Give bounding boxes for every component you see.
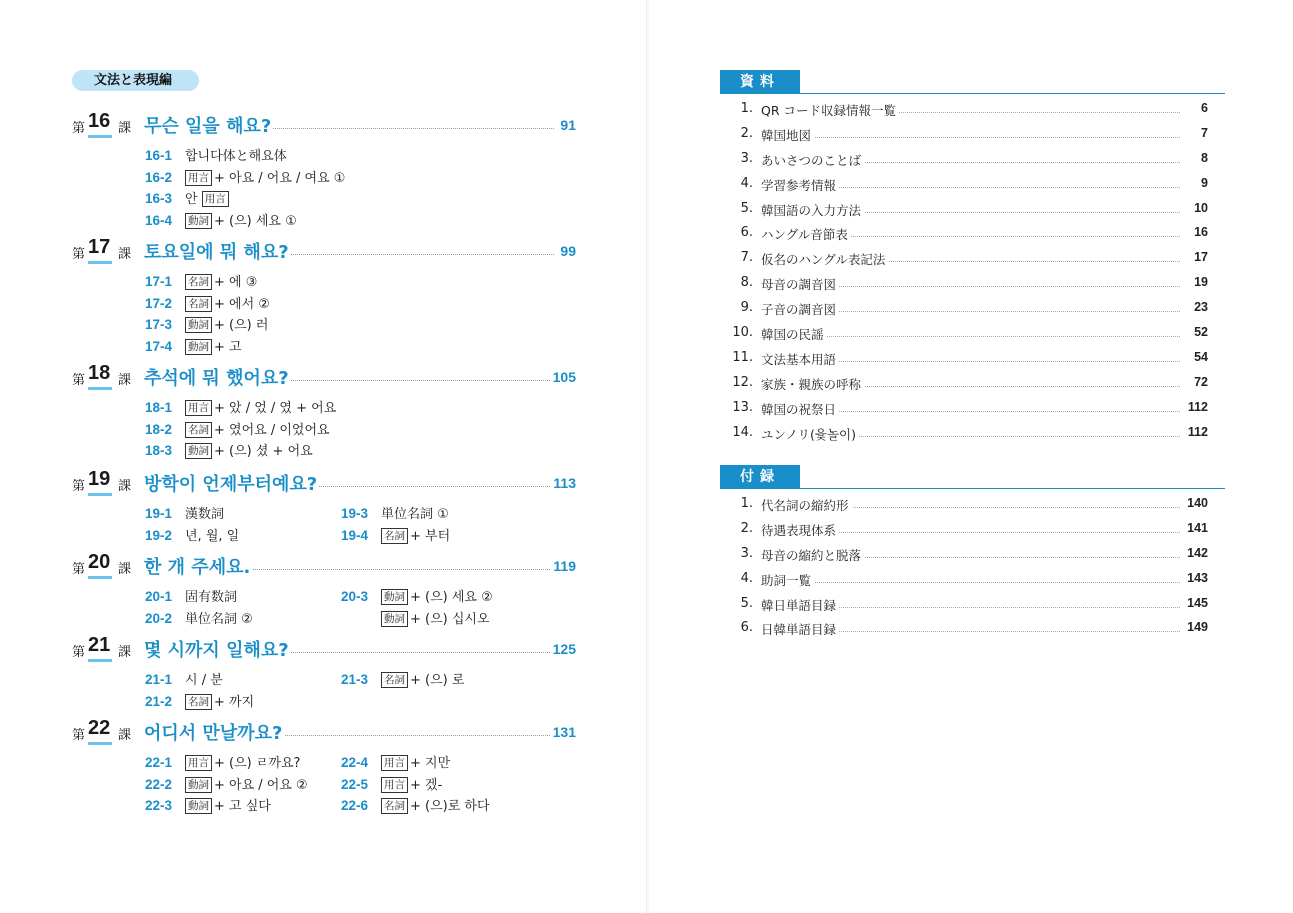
grammar-code: 16-3 bbox=[145, 191, 173, 206]
toc-page-number: 141 bbox=[1184, 521, 1208, 535]
grammar-row bbox=[145, 419, 580, 441]
grammar-text: + 겠- bbox=[410, 777, 443, 793]
grammar-item bbox=[145, 192, 231, 207]
grammar-item bbox=[145, 444, 313, 459]
toc-title[interactable]: 家族・親族の呼称 bbox=[761, 375, 864, 393]
part-of-speech-tag: 動詞 bbox=[185, 777, 212, 793]
toc-row[interactable] bbox=[730, 568, 1208, 593]
grammar-code: 22-4 bbox=[341, 755, 369, 770]
grammar-item bbox=[341, 669, 464, 688]
lesson-number: 16 bbox=[88, 110, 111, 132]
lesson-items bbox=[145, 586, 580, 629]
toc-page-number: 6 bbox=[1198, 101, 1208, 115]
lesson-entry[interactable] bbox=[70, 469, 580, 546]
grammar-text: + 에 ③ bbox=[214, 275, 258, 290]
part-of-speech-tag: 名詞 bbox=[381, 672, 408, 688]
part-of-speech-tag: 用言 bbox=[185, 400, 212, 416]
lesson-page-number: 131 bbox=[550, 724, 576, 740]
lesson-entry[interactable] bbox=[70, 718, 580, 817]
grammar-code: 16-1 bbox=[145, 148, 173, 163]
part-of-speech-tag: 用言 bbox=[381, 777, 408, 793]
grammar-code: 22-1 bbox=[145, 755, 173, 770]
grammar-item bbox=[145, 673, 223, 688]
grammar-row bbox=[145, 525, 580, 547]
toc-page-number: 112 bbox=[1185, 400, 1208, 414]
grammar-item bbox=[145, 529, 239, 544]
toc-number: 6. bbox=[740, 225, 753, 241]
toc-number: 2. bbox=[740, 125, 753, 141]
lesson-number: 21 bbox=[88, 634, 111, 656]
grammar-item bbox=[341, 608, 490, 627]
lesson-entry[interactable] bbox=[70, 552, 580, 629]
grammar-item bbox=[145, 275, 257, 290]
toc-title[interactable]: ハングル音節表 bbox=[761, 225, 851, 243]
toc-row[interactable] bbox=[730, 322, 1208, 347]
grammar-code: 17-1 bbox=[145, 274, 173, 289]
grammar-text: 単位名詞 ① bbox=[381, 507, 449, 522]
grammar-code: 17-4 bbox=[145, 338, 173, 354]
toc-row[interactable] bbox=[730, 148, 1208, 173]
toc-title[interactable]: 母音の縮約と脱落 bbox=[761, 546, 864, 564]
toc-number: 11. bbox=[732, 349, 753, 365]
lesson-items bbox=[145, 145, 580, 231]
toc-number: 3. bbox=[740, 545, 753, 561]
grammar-text: + 부터 bbox=[410, 528, 451, 544]
grammar-item bbox=[145, 171, 345, 186]
part-of-speech-tag: 名詞 bbox=[185, 274, 212, 290]
toc-row[interactable] bbox=[730, 247, 1208, 272]
toc-number: 3. bbox=[740, 150, 753, 166]
toc-row[interactable] bbox=[730, 543, 1208, 568]
grammar-row bbox=[145, 314, 580, 336]
grammar-code: 16-2 bbox=[145, 169, 173, 185]
grammar-item bbox=[145, 778, 308, 793]
lesson-number-underline bbox=[88, 261, 112, 264]
lesson-number: 18 bbox=[88, 362, 111, 384]
grammar-text: + (으)로 하다 bbox=[410, 799, 490, 814]
grammar-text: 固有数詞 bbox=[185, 590, 238, 605]
toc-title[interactable]: 韓日単語目録 bbox=[761, 596, 839, 614]
lesson-ka-label: 課 bbox=[118, 562, 132, 577]
toc-row[interactable] bbox=[730, 493, 1208, 518]
grammar-item bbox=[341, 795, 490, 814]
grammar-code: 18-3 bbox=[145, 443, 173, 458]
lesson-number-underline bbox=[88, 493, 112, 496]
toc-row[interactable] bbox=[730, 372, 1208, 397]
toc-row[interactable] bbox=[730, 593, 1208, 618]
toc-page-number: 145 bbox=[1184, 596, 1208, 610]
part-of-speech-tag: 動詞 bbox=[381, 611, 408, 627]
grammar-code: 18-2 bbox=[145, 421, 173, 437]
lesson-items bbox=[145, 397, 580, 462]
lesson-heading bbox=[70, 237, 580, 267]
part-of-speech-tag: 名詞 bbox=[381, 798, 408, 814]
grammar-text: + 에서 ② bbox=[214, 296, 270, 312]
grammar-row bbox=[145, 586, 580, 608]
grammar-item bbox=[145, 612, 253, 627]
grammar-text: + (으) 세요 ① bbox=[214, 213, 297, 229]
grammar-item bbox=[145, 149, 287, 164]
grammar-row bbox=[145, 752, 580, 774]
lesson-page-number: 119 bbox=[550, 558, 576, 574]
toc-title[interactable]: 学習参考情報 bbox=[761, 176, 839, 194]
grammar-text: + 고 bbox=[214, 339, 242, 355]
grammar-code: 17-3 bbox=[145, 317, 173, 332]
toc-title[interactable]: ユンノリ(윷놀이) bbox=[761, 425, 859, 443]
lesson-heading bbox=[70, 552, 580, 582]
lesson-entry[interactable] bbox=[70, 237, 580, 357]
toc-row[interactable] bbox=[730, 422, 1208, 447]
toc-page-number: 149 bbox=[1184, 620, 1208, 634]
grammar-item bbox=[145, 340, 242, 355]
lesson-entry[interactable] bbox=[70, 363, 580, 462]
lesson-number-underline bbox=[88, 135, 112, 138]
lesson-dai-label: 第 bbox=[72, 373, 86, 388]
part-of-speech-tag: 用言 bbox=[202, 191, 229, 207]
part-of-speech-tag: 動詞 bbox=[185, 443, 212, 459]
lesson-entry[interactable] bbox=[70, 111, 580, 231]
lesson-page-number: 91 bbox=[557, 117, 576, 133]
grammar-code: 17-2 bbox=[145, 295, 173, 311]
shiryo-header-label: 資料 bbox=[720, 70, 800, 94]
grammar-item bbox=[145, 507, 224, 522]
grammar-text: + 아요 / 어요 ② bbox=[214, 777, 308, 793]
grammar-row bbox=[145, 795, 580, 817]
grammar-text: 합니다体と해요体 bbox=[185, 149, 287, 164]
lesson-title[interactable]: 추석에 뭐 했어요? bbox=[144, 364, 291, 390]
lesson-page-number: 125 bbox=[550, 641, 576, 657]
grammar-row bbox=[145, 503, 580, 525]
grammar-item bbox=[145, 756, 300, 771]
grammar-text: + (으) 셨 + 어요 bbox=[214, 444, 313, 459]
toc-page-number: 72 bbox=[1191, 375, 1208, 389]
grammar-code: 22-5 bbox=[341, 776, 369, 792]
grammar-text: 単位名詞 ② bbox=[185, 611, 253, 627]
toc-row[interactable] bbox=[730, 518, 1208, 543]
grammar-row bbox=[145, 669, 580, 691]
grammar-code: 22-3 bbox=[145, 798, 173, 813]
lesson-title[interactable]: 몇 시까지 일해요? bbox=[144, 636, 291, 662]
toc-title[interactable]: 助詞一覧 bbox=[761, 571, 814, 589]
toc-title[interactable]: 仮名のハングル表記法 bbox=[761, 250, 888, 268]
grammar-code: 16-4 bbox=[145, 212, 173, 228]
part-of-speech-tag: 動詞 bbox=[185, 213, 212, 229]
lesson-ka-label: 課 bbox=[118, 645, 132, 660]
grammar-text: + 까지 bbox=[214, 694, 255, 710]
toc-title[interactable]: あいさつのことば bbox=[761, 151, 864, 169]
toc-title[interactable]: QR コード収録情報一覧 bbox=[761, 101, 899, 119]
toc-page-number: 23 bbox=[1191, 300, 1208, 314]
lesson-dai-label: 第 bbox=[72, 645, 86, 660]
grammar-code: 18-1 bbox=[145, 400, 173, 415]
grammar-text: + 였어요 / 이었어요 bbox=[214, 422, 330, 438]
grammar-code: 20-1 bbox=[145, 589, 173, 604]
toc-number: 7. bbox=[740, 250, 753, 266]
toc-page-number: 19 bbox=[1191, 275, 1208, 289]
grammar-prefix: 안 bbox=[185, 192, 198, 207]
grammar-code: 20-3 bbox=[341, 589, 369, 604]
toc-number: 5. bbox=[740, 200, 753, 216]
lesson-page-number: 99 bbox=[557, 243, 576, 259]
lesson-title[interactable]: 무슨 일을 해요? bbox=[144, 112, 273, 138]
furoku-header bbox=[720, 465, 1225, 489]
toc-row[interactable] bbox=[730, 222, 1208, 247]
part-of-speech-tag: 動詞 bbox=[185, 339, 212, 355]
furoku-header-label: 付録 bbox=[720, 465, 800, 489]
grammar-code: 19-2 bbox=[145, 527, 173, 543]
grammar-text: + (으) 로 bbox=[410, 673, 465, 688]
grammar-item bbox=[341, 774, 442, 793]
toc-title[interactable]: 待遇表現体系 bbox=[761, 521, 839, 539]
lesson-items bbox=[145, 752, 580, 817]
toc-page-number: 52 bbox=[1191, 325, 1208, 339]
grammar-text: + (으) ㄹ까요? bbox=[214, 756, 301, 771]
grammar-row bbox=[145, 774, 580, 796]
grammar-text: 漢数詞 bbox=[185, 507, 225, 522]
grammar-code: 22-6 bbox=[341, 798, 369, 813]
lesson-number: 19 bbox=[88, 468, 111, 490]
dot-leader bbox=[761, 137, 1180, 138]
grammar-text: + (으) 세요 ② bbox=[410, 590, 493, 605]
lesson-items bbox=[145, 271, 580, 357]
toc-row[interactable] bbox=[730, 397, 1208, 422]
grammar-text: + (으) 십시오 bbox=[410, 611, 490, 627]
toc-number: 4. bbox=[740, 570, 753, 586]
grammar-code: 19-1 bbox=[145, 506, 173, 521]
lesson-heading bbox=[70, 111, 580, 141]
toc-page-number: 16 bbox=[1191, 225, 1208, 239]
grammar-row bbox=[145, 397, 580, 419]
grammar-code: 19-3 bbox=[341, 506, 369, 521]
toc-number: 1. bbox=[740, 496, 753, 511]
toc-page-number: 140 bbox=[1184, 496, 1208, 510]
furoku-list bbox=[730, 493, 1208, 642]
lesson-ka-label: 課 bbox=[118, 479, 132, 494]
toc-page-number: 10 bbox=[1191, 201, 1208, 215]
part-of-speech-tag: 名詞 bbox=[185, 694, 212, 710]
lesson-heading bbox=[70, 363, 580, 393]
grammar-item bbox=[145, 214, 297, 229]
lesson-heading bbox=[70, 469, 580, 499]
grammar-text: + (으) 러 bbox=[214, 318, 269, 333]
toc-title[interactable]: 韓国語の入力方法 bbox=[761, 201, 864, 219]
grammar-row bbox=[145, 691, 580, 713]
grammar-item bbox=[341, 525, 450, 544]
grammar-item bbox=[145, 423, 330, 438]
lesson-ka-label: 課 bbox=[118, 247, 132, 262]
lesson-number-underline bbox=[88, 742, 112, 745]
grammar-item bbox=[145, 590, 237, 605]
toc-title[interactable]: 韓国の祝祭日 bbox=[761, 400, 839, 418]
grammar-code: 22-2 bbox=[145, 776, 173, 792]
toc-number: 10. bbox=[732, 325, 753, 341]
part-of-speech-tag: 用言 bbox=[185, 170, 212, 186]
part-of-speech-tag: 動詞 bbox=[185, 798, 212, 814]
lesson-ka-label: 課 bbox=[118, 121, 132, 136]
toc-number: 13. bbox=[732, 399, 753, 415]
lesson-heading bbox=[70, 635, 580, 665]
lesson-items bbox=[145, 503, 580, 546]
toc-number: 1. bbox=[740, 101, 753, 116]
lesson-page-number: 105 bbox=[550, 369, 576, 385]
shiryo-list bbox=[730, 98, 1208, 446]
grammar-row bbox=[145, 608, 580, 630]
grammar-row bbox=[145, 188, 580, 210]
lesson-title[interactable]: 방학이 언제부터예요? bbox=[144, 470, 319, 496]
grammar-row bbox=[145, 210, 580, 232]
toc-page-number: 17 bbox=[1191, 250, 1208, 264]
toc-row[interactable] bbox=[730, 198, 1208, 223]
part-of-speech-tag: 動詞 bbox=[185, 317, 212, 333]
part-of-speech-tag: 名詞 bbox=[185, 422, 212, 438]
grammar-row bbox=[145, 271, 580, 293]
lesson-number-underline bbox=[88, 576, 112, 579]
lesson-number: 17 bbox=[88, 236, 111, 258]
section-label: 文法と表現編 bbox=[72, 70, 199, 91]
grammar-row bbox=[145, 167, 580, 189]
lesson-number-underline bbox=[88, 659, 112, 662]
part-of-speech-tag: 動詞 bbox=[381, 589, 408, 605]
lesson-number-underline bbox=[88, 387, 112, 390]
shiryo-header bbox=[720, 70, 1225, 94]
toc-number: 6. bbox=[740, 620, 753, 636]
toc-number: 8. bbox=[740, 275, 753, 291]
grammar-code: 20-2 bbox=[145, 610, 173, 626]
toc-page-number: 9 bbox=[1198, 176, 1208, 190]
lesson-heading bbox=[70, 718, 580, 748]
grammar-row bbox=[145, 336, 580, 358]
part-of-speech-tag: 名詞 bbox=[381, 528, 408, 544]
toc-page-number: 143 bbox=[1184, 571, 1208, 585]
grammar-text: + 고 싶다 bbox=[214, 799, 271, 814]
lesson-number: 22 bbox=[88, 717, 111, 739]
toc-row[interactable] bbox=[730, 173, 1208, 198]
lesson-items bbox=[145, 669, 580, 712]
lesson-dai-label: 第 bbox=[72, 728, 86, 743]
grammar-item bbox=[341, 586, 493, 605]
toc-title[interactable]: 子音の調音図 bbox=[761, 300, 839, 318]
toc-title[interactable]: 韓国の民謡 bbox=[761, 325, 827, 343]
grammar-item bbox=[341, 752, 450, 771]
toc-page-number: 54 bbox=[1191, 350, 1208, 364]
toc-number: 2. bbox=[740, 520, 753, 536]
lesson-title[interactable]: 어디서 만날까요? bbox=[144, 719, 284, 745]
toc-number: 9. bbox=[740, 300, 753, 316]
toc-row[interactable] bbox=[730, 98, 1208, 123]
grammar-item bbox=[145, 799, 271, 814]
grammar-row bbox=[145, 145, 580, 167]
toc-page-number: 7 bbox=[1198, 126, 1208, 140]
grammar-item bbox=[145, 297, 270, 312]
lesson-title[interactable]: 한 개 주세요. bbox=[144, 553, 252, 579]
toc-title[interactable]: 母音の調音図 bbox=[761, 275, 839, 293]
part-of-speech-tag: 用言 bbox=[381, 755, 408, 771]
grammar-row bbox=[145, 293, 580, 315]
grammar-code: 19-4 bbox=[341, 527, 369, 543]
grammar-text: 년, 월, 일 bbox=[185, 528, 240, 544]
lesson-ka-label: 課 bbox=[118, 728, 132, 743]
toc-number: 4. bbox=[740, 175, 753, 191]
lesson-entry[interactable] bbox=[70, 635, 580, 712]
grammar-item bbox=[145, 401, 336, 416]
toc-row[interactable] bbox=[730, 123, 1208, 148]
toc-page-number: 8 bbox=[1198, 151, 1208, 165]
part-of-speech-tag: 用言 bbox=[185, 755, 212, 771]
grammar-text: 시 / 분 bbox=[185, 673, 223, 688]
lesson-dai-label: 第 bbox=[72, 247, 86, 262]
lesson-number: 20 bbox=[88, 551, 111, 573]
toc-row[interactable] bbox=[730, 272, 1208, 297]
grammar-text: + 아요 / 어요 / 여요 ① bbox=[214, 170, 346, 186]
part-of-speech-tag: 名詞 bbox=[185, 296, 212, 312]
toc-row[interactable] bbox=[730, 617, 1208, 642]
grammar-text: + 았 / 었 / 였 + 어요 bbox=[214, 401, 337, 416]
lesson-dai-label: 第 bbox=[72, 479, 86, 494]
grammar-row bbox=[145, 440, 580, 462]
grammar-text: + 지만 bbox=[410, 756, 451, 771]
toc-title[interactable]: 日韓単語目録 bbox=[761, 620, 839, 638]
toc-page-number: 112 bbox=[1185, 425, 1208, 439]
dot-leader bbox=[761, 582, 1180, 583]
grammar-item bbox=[145, 695, 254, 710]
grammar-code: 21-2 bbox=[145, 693, 173, 709]
toc-title[interactable]: 文法基本用語 bbox=[761, 350, 839, 368]
lesson-page-number: 113 bbox=[550, 475, 576, 491]
toc-page-number: 142 bbox=[1184, 546, 1208, 560]
toc-row[interactable] bbox=[730, 297, 1208, 322]
grammar-code: 21-3 bbox=[341, 672, 369, 687]
lesson-ka-label: 課 bbox=[118, 373, 132, 388]
lesson-dai-label: 第 bbox=[72, 121, 86, 136]
toc-title[interactable]: 代名詞の縮約形 bbox=[761, 496, 852, 514]
grammar-item bbox=[341, 503, 449, 522]
grammar-item bbox=[145, 318, 268, 333]
toc-number: 14. bbox=[732, 424, 753, 440]
toc-number: 12. bbox=[732, 374, 753, 390]
lesson-dai-label: 第 bbox=[72, 562, 86, 577]
toc-title[interactable]: 韓国地図 bbox=[761, 126, 814, 144]
lesson-title[interactable]: 토요일에 뭐 해요? bbox=[144, 238, 291, 264]
grammar-code: 21-1 bbox=[145, 672, 173, 687]
toc-row[interactable] bbox=[730, 347, 1208, 372]
toc-number: 5. bbox=[740, 595, 753, 611]
